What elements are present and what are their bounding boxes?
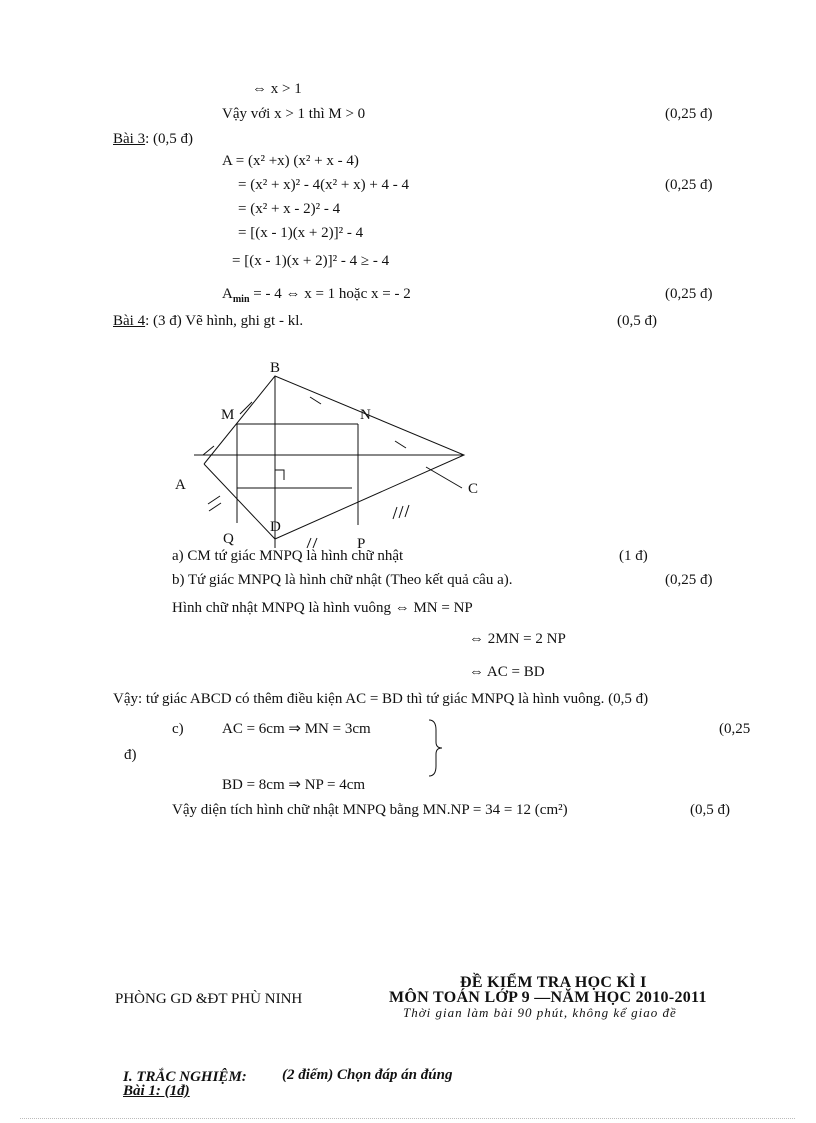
eq-line-5: = [(x - 1)(x + 2)]² - 4 ≥ - 4 bbox=[232, 253, 390, 269]
label-q: Q bbox=[223, 531, 234, 547]
part-c-score: (0,25 bbox=[719, 721, 751, 737]
area-line: Vậy diện tích hình chữ nhật MNPQ bằng MN.NP = 34 = 12 (cm²) bbox=[172, 802, 568, 818]
bai4-points: : (3 đ) Vẽ hình, ghi gt - kl. bbox=[145, 313, 304, 329]
right-angle-mark bbox=[275, 470, 284, 480]
exam-title: ĐỀ KIỂM TRA HỌC KÌ I bbox=[460, 974, 647, 991]
score-label: (0,25 đ) bbox=[665, 106, 713, 122]
eq-line-2: = (x² + x)² - 4(x² + x) + 4 - 4 bbox=[238, 177, 410, 193]
eq-line-1: A = (x² +x) (x² + x - 4) bbox=[222, 153, 359, 169]
part-label: I. TRẮC NGHIỆM: bbox=[123, 1069, 247, 1085]
page-divider bbox=[20, 1118, 795, 1119]
tick-mark bbox=[399, 506, 403, 518]
conclusion-line: Vậy: tứ giác ABCD có thêm điều kiện AC = BD thì tứ giác MNPQ là hình vuông. (0,5 đ) bbox=[113, 691, 649, 707]
segment-c-extension bbox=[426, 467, 462, 488]
tick-mark bbox=[393, 507, 397, 519]
label-p: P bbox=[357, 536, 366, 552]
square-condition-3: ⇔ AC = BD bbox=[469, 664, 545, 680]
tick-mark bbox=[405, 505, 409, 517]
question-a: a) CM tứ giác MNPQ là hình chữ nhật bbox=[172, 548, 404, 564]
label-d: D bbox=[270, 519, 281, 535]
quadrilateral-abcd bbox=[204, 376, 464, 539]
part-c-label: c) bbox=[172, 721, 184, 737]
tick-mark bbox=[203, 446, 214, 455]
eq-amin bbox=[222, 285, 411, 303]
amin-rest: = - 4 ⇔ x = 1 hoặc x = - 2 bbox=[249, 286, 411, 302]
line-equiv-x-gt-1: ⇔ x > 1 bbox=[252, 81, 302, 97]
amin-sub: min bbox=[232, 294, 250, 305]
score-label: (0,5 đ) bbox=[690, 802, 730, 818]
bai1-label: Bài 1: (1đ) bbox=[123, 1083, 190, 1099]
label-m: M bbox=[221, 407, 235, 423]
line-conclusion-m-positive: Vậy với x > 1 thì M > 0 bbox=[222, 106, 366, 122]
tick-mark bbox=[240, 402, 252, 414]
label-c: C bbox=[468, 481, 479, 497]
square-condition-2: ⇔ 2MN = 2 NP bbox=[469, 631, 566, 647]
bai3-points: : (0,5 đ) bbox=[145, 131, 194, 147]
bai3-heading bbox=[113, 130, 193, 148]
eq-line-4: = [(x - 1)(x + 2)]² - 4 bbox=[238, 225, 364, 241]
part-c-line-1: AC = 6cm ⇒ MN = 3cm bbox=[222, 721, 371, 737]
score-label: (0,25 đ) bbox=[665, 572, 713, 588]
part-c-score-cont: đ) bbox=[124, 747, 137, 763]
score-label: (0,5 đ) bbox=[617, 313, 657, 329]
score-label: (0,25 đ) bbox=[665, 177, 713, 193]
bai4-heading bbox=[113, 312, 303, 330]
amin-a: A bbox=[222, 286, 233, 302]
label-n: N bbox=[360, 407, 371, 423]
question-b: b) Tứ giác MNPQ là hình chữ nhật (Theo kết quả câu a). bbox=[172, 572, 513, 588]
eq-line-3: = (x² + x - 2)² - 4 bbox=[238, 201, 341, 217]
bai3-label: Bài 3 bbox=[113, 131, 146, 147]
tick-mark bbox=[208, 496, 220, 504]
score-label: (0,25 đ) bbox=[665, 286, 713, 302]
part-note: (2 điểm) Chọn đáp án đúng bbox=[282, 1067, 453, 1083]
department-name: PHÒNG GD &ĐT PHÙ NINH bbox=[115, 991, 303, 1007]
subject-line: MÔN TOÁN LỚP 9 —NĂM HỌC 2010-2011 bbox=[389, 989, 707, 1006]
label-b: B bbox=[270, 360, 281, 376]
label-a: A bbox=[175, 477, 186, 493]
exam-time-note: Thời gian làm bài 90 phút, không kể giao đề bbox=[403, 1005, 677, 1020]
brace-icon bbox=[426, 718, 446, 778]
bai4-label: Bài 4 bbox=[113, 313, 146, 329]
tick-mark bbox=[209, 503, 221, 511]
score-label: (1 đ) bbox=[619, 548, 648, 564]
square-condition-1: Hình chữ nhật MNPQ là hình vuông ⇔ MN = NP bbox=[172, 600, 473, 616]
tick-mark bbox=[310, 397, 321, 404]
part-c-line-2: BD = 8cm ⇒ NP = 4cm bbox=[222, 777, 366, 793]
tick-mark bbox=[395, 441, 406, 448]
